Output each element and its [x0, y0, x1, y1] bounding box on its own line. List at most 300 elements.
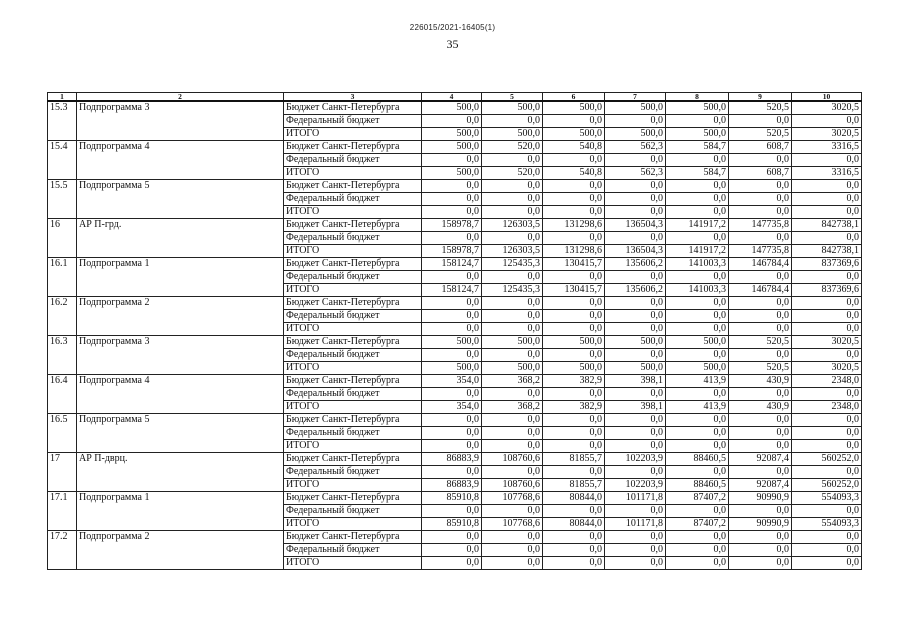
value-cell: 0,0 [666, 531, 729, 544]
value-cell: 0,0 [422, 557, 482, 570]
funding-source: Федеральный бюджет [284, 466, 422, 479]
value-cell: 2348,0 [792, 401, 862, 414]
row-code: 15.4 [48, 141, 77, 180]
value-cell: 135606,2 [605, 258, 666, 271]
value-cell: 0,0 [482, 427, 543, 440]
row-code: 16.1 [48, 258, 77, 297]
value-cell: 136504,3 [605, 219, 666, 232]
row-name: Подпрограмма 5 [77, 180, 284, 219]
header-cell: 1 [48, 93, 77, 102]
value-cell: 354,0 [422, 401, 482, 414]
value-cell: 500,0 [422, 336, 482, 349]
value-cell: 0,0 [482, 531, 543, 544]
row-code: 17.2 [48, 531, 77, 570]
value-cell: 3020,5 [792, 336, 862, 349]
funding-source: ИТОГО [284, 518, 422, 531]
funding-source: Федеральный бюджет [284, 232, 422, 245]
value-cell: 520,5 [729, 362, 792, 375]
value-cell: 0,0 [792, 180, 862, 193]
value-cell: 584,7 [666, 141, 729, 154]
value-cell: 0,0 [792, 310, 862, 323]
value-cell: 85910,8 [422, 492, 482, 505]
value-cell: 500,0 [543, 336, 605, 349]
value-cell: 0,0 [482, 323, 543, 336]
header-cell: 9 [729, 93, 792, 102]
value-cell: 135606,2 [605, 284, 666, 297]
value-cell: 102203,9 [605, 453, 666, 466]
row-name: Подпрограмма 2 [77, 297, 284, 336]
value-cell: 0,0 [422, 531, 482, 544]
value-cell: 125435,3 [482, 284, 543, 297]
value-cell: 0,0 [792, 427, 862, 440]
funding-source: Федеральный бюджет [284, 271, 422, 284]
funding-source: Бюджет Санкт-Петербурга [284, 180, 422, 193]
value-cell: 3020,5 [792, 362, 862, 375]
value-cell: 88460,5 [666, 453, 729, 466]
value-cell: 0,0 [666, 115, 729, 128]
value-cell: 0,0 [543, 557, 605, 570]
row-code: 17 [48, 453, 77, 492]
value-cell: 0,0 [605, 466, 666, 479]
value-cell: 0,0 [666, 154, 729, 167]
value-cell: 80844,0 [543, 518, 605, 531]
value-cell: 0,0 [729, 414, 792, 427]
value-cell: 500,0 [666, 362, 729, 375]
value-cell: 520,0 [482, 141, 543, 154]
value-cell: 0,0 [729, 115, 792, 128]
funding-source: Федеральный бюджет [284, 544, 422, 557]
value-cell: 0,0 [605, 544, 666, 557]
value-cell: 0,0 [792, 388, 862, 401]
value-cell: 0,0 [666, 310, 729, 323]
value-cell: 368,2 [482, 401, 543, 414]
value-cell: 368,2 [482, 375, 543, 388]
value-cell: 0,0 [543, 115, 605, 128]
value-cell: 0,0 [422, 349, 482, 362]
value-cell: 90990,9 [729, 492, 792, 505]
value-cell: 500,0 [605, 101, 666, 115]
value-cell: 0,0 [792, 232, 862, 245]
row-code: 16.3 [48, 336, 77, 375]
value-cell: 0,0 [422, 440, 482, 453]
header-cell: 4 [422, 93, 482, 102]
funding-source: Бюджет Санкт-Петербурга [284, 258, 422, 271]
value-cell: 520,5 [729, 336, 792, 349]
value-cell: 0,0 [792, 193, 862, 206]
funding-source: ИТОГО [284, 479, 422, 492]
value-cell: 0,0 [543, 206, 605, 219]
value-cell: 0,0 [605, 349, 666, 362]
value-cell: 92087,4 [729, 453, 792, 466]
value-cell: 608,7 [729, 167, 792, 180]
header-cell: 8 [666, 93, 729, 102]
value-cell: 0,0 [422, 544, 482, 557]
funding-source: Бюджет Санкт-Петербурга [284, 101, 422, 115]
value-cell: 0,0 [792, 297, 862, 310]
value-cell: 0,0 [543, 414, 605, 427]
value-cell: 0,0 [729, 440, 792, 453]
row-name: Подпрограмма 5 [77, 414, 284, 453]
value-cell: 0,0 [792, 440, 862, 453]
value-cell: 0,0 [605, 531, 666, 544]
value-cell: 0,0 [422, 414, 482, 427]
funding-source: Бюджет Санкт-Петербурга [284, 531, 422, 544]
value-cell: 0,0 [605, 232, 666, 245]
value-cell: 354,0 [422, 375, 482, 388]
value-cell: 0,0 [666, 323, 729, 336]
value-cell: 0,0 [666, 232, 729, 245]
funding-source: Федеральный бюджет [284, 310, 422, 323]
row-code: 15.5 [48, 180, 77, 219]
value-cell: 0,0 [666, 271, 729, 284]
funding-source: Федеральный бюджет [284, 505, 422, 518]
value-cell: 0,0 [482, 414, 543, 427]
value-cell: 382,9 [543, 401, 605, 414]
header-cell: 6 [543, 93, 605, 102]
funding-source: Бюджет Санкт-Петербурга [284, 297, 422, 310]
value-cell: 0,0 [482, 115, 543, 128]
value-cell: 0,0 [422, 115, 482, 128]
value-cell: 0,0 [792, 466, 862, 479]
value-cell: 0,0 [543, 531, 605, 544]
value-cell: 0,0 [729, 466, 792, 479]
row-code: 17.1 [48, 492, 77, 531]
table-row [48, 453, 862, 466]
table-row [48, 297, 862, 310]
value-cell: 0,0 [543, 388, 605, 401]
table-row [48, 258, 862, 271]
value-cell: 842738,1 [792, 219, 862, 232]
value-cell: 0,0 [666, 427, 729, 440]
value-cell: 0,0 [543, 232, 605, 245]
value-cell: 0,0 [482, 310, 543, 323]
value-cell: 3316,5 [792, 167, 862, 180]
value-cell: 0,0 [543, 440, 605, 453]
value-cell: 0,0 [729, 323, 792, 336]
value-cell: 0,0 [543, 505, 605, 518]
value-cell: 500,0 [482, 362, 543, 375]
header-row [48, 93, 862, 102]
value-cell: 500,0 [422, 362, 482, 375]
row-code: 16.4 [48, 375, 77, 414]
value-cell: 0,0 [666, 440, 729, 453]
value-cell: 158978,7 [422, 219, 482, 232]
funding-source: Бюджет Санкт-Петербурга [284, 492, 422, 505]
value-cell: 141917,2 [666, 245, 729, 258]
row-name: Подпрограмма 3 [77, 101, 284, 141]
value-cell: 0,0 [605, 557, 666, 570]
value-cell: 0,0 [605, 154, 666, 167]
value-cell: 0,0 [605, 323, 666, 336]
value-cell: 0,0 [666, 206, 729, 219]
value-cell: 430,9 [729, 401, 792, 414]
value-cell: 413,9 [666, 375, 729, 388]
table-row [48, 101, 862, 115]
row-name: АР П-дврц. [77, 453, 284, 492]
value-cell: 0,0 [605, 388, 666, 401]
funding-source: ИТОГО [284, 557, 422, 570]
value-cell: 0,0 [543, 544, 605, 557]
value-cell: 0,0 [729, 349, 792, 362]
funding-source: ИТОГО [284, 206, 422, 219]
value-cell: 87407,2 [666, 518, 729, 531]
value-cell: 0,0 [482, 271, 543, 284]
value-cell: 554093,3 [792, 492, 862, 505]
value-cell: 500,0 [422, 101, 482, 115]
value-cell: 0,0 [422, 310, 482, 323]
value-cell: 0,0 [482, 193, 543, 206]
value-cell: 0,0 [422, 323, 482, 336]
value-cell: 0,0 [422, 505, 482, 518]
value-cell: 0,0 [729, 193, 792, 206]
value-cell: 398,1 [605, 401, 666, 414]
value-cell: 500,0 [666, 336, 729, 349]
row-code: 16.5 [48, 414, 77, 453]
row-code: 16.2 [48, 297, 77, 336]
value-cell: 382,9 [543, 375, 605, 388]
value-cell: 520,5 [729, 101, 792, 115]
value-cell: 413,9 [666, 401, 729, 414]
value-cell: 81855,7 [543, 479, 605, 492]
value-cell: 0,0 [792, 349, 862, 362]
budget-table [47, 92, 862, 570]
value-cell: 125435,3 [482, 258, 543, 271]
value-cell: 520,5 [729, 128, 792, 141]
value-cell: 0,0 [543, 180, 605, 193]
value-cell: 86883,9 [422, 479, 482, 492]
value-cell: 0,0 [729, 427, 792, 440]
value-cell: 0,0 [605, 414, 666, 427]
value-cell: 0,0 [792, 557, 862, 570]
row-name: Подпрограмма 4 [77, 375, 284, 414]
value-cell: 0,0 [729, 557, 792, 570]
funding-source: Федеральный бюджет [284, 193, 422, 206]
value-cell: 500,0 [482, 128, 543, 141]
funding-source: Федеральный бюджет [284, 115, 422, 128]
value-cell: 0,0 [792, 154, 862, 167]
funding-source: ИТОГО [284, 128, 422, 141]
funding-source: ИТОГО [284, 401, 422, 414]
value-cell: 0,0 [666, 180, 729, 193]
table-row [48, 336, 862, 349]
value-cell: 398,1 [605, 375, 666, 388]
value-cell: 500,0 [482, 101, 543, 115]
value-cell: 560252,0 [792, 479, 862, 492]
value-cell: 500,0 [422, 167, 482, 180]
value-cell: 0,0 [792, 531, 862, 544]
value-cell: 101171,8 [605, 492, 666, 505]
value-cell: 540,8 [543, 167, 605, 180]
value-cell: 0,0 [422, 388, 482, 401]
header-cell: 7 [605, 93, 666, 102]
value-cell: 0,0 [605, 180, 666, 193]
value-cell: 500,0 [605, 336, 666, 349]
funding-source: Федеральный бюджет [284, 388, 422, 401]
value-cell: 0,0 [422, 180, 482, 193]
value-cell: 88460,5 [666, 479, 729, 492]
value-cell: 130415,7 [543, 284, 605, 297]
value-cell: 158978,7 [422, 245, 482, 258]
value-cell: 0,0 [543, 271, 605, 284]
value-cell: 0,0 [729, 271, 792, 284]
value-cell: 500,0 [666, 128, 729, 141]
value-cell: 0,0 [482, 206, 543, 219]
document-id: 226015/2021-16405(1) [409, 23, 496, 32]
funding-source: ИТОГО [284, 167, 422, 180]
value-cell: 584,7 [666, 167, 729, 180]
value-cell: 837369,6 [792, 258, 862, 271]
table-row [48, 414, 862, 427]
value-cell: 0,0 [605, 115, 666, 128]
value-cell: 554093,3 [792, 518, 862, 531]
value-cell: 85910,8 [422, 518, 482, 531]
value-cell: 0,0 [482, 466, 543, 479]
funding-source: Федеральный бюджет [284, 349, 422, 362]
value-cell: 500,0 [482, 336, 543, 349]
value-cell: 560252,0 [792, 453, 862, 466]
value-cell: 0,0 [605, 206, 666, 219]
value-cell: 0,0 [605, 297, 666, 310]
value-cell: 0,0 [666, 466, 729, 479]
value-cell: 0,0 [729, 154, 792, 167]
value-cell: 86883,9 [422, 453, 482, 466]
value-cell: 0,0 [729, 206, 792, 219]
funding-source: ИТОГО [284, 362, 422, 375]
value-cell: 0,0 [422, 297, 482, 310]
value-cell: 107768,6 [482, 492, 543, 505]
value-cell: 0,0 [543, 349, 605, 362]
value-cell: 131298,6 [543, 245, 605, 258]
value-cell: 130415,7 [543, 258, 605, 271]
value-cell: 500,0 [422, 128, 482, 141]
value-cell: 136504,3 [605, 245, 666, 258]
value-cell: 0,0 [605, 440, 666, 453]
value-cell: 0,0 [543, 193, 605, 206]
value-cell: 0,0 [792, 115, 862, 128]
table-row [48, 531, 862, 544]
value-cell: 0,0 [729, 531, 792, 544]
value-cell: 0,0 [482, 557, 543, 570]
value-cell: 500,0 [666, 101, 729, 115]
value-cell: 108760,6 [482, 453, 543, 466]
value-cell: 0,0 [482, 544, 543, 557]
value-cell: 0,0 [482, 349, 543, 362]
value-cell: 141917,2 [666, 219, 729, 232]
value-cell: 146784,4 [729, 258, 792, 271]
value-cell: 141003,3 [666, 258, 729, 271]
value-cell: 0,0 [422, 427, 482, 440]
value-cell: 126303,5 [482, 219, 543, 232]
value-cell: 0,0 [605, 505, 666, 518]
value-cell: 540,8 [543, 141, 605, 154]
row-code: 15.3 [48, 101, 77, 141]
value-cell: 0,0 [666, 544, 729, 557]
funding-source: ИТОГО [284, 284, 422, 297]
funding-source: Бюджет Санкт-Петербурга [284, 453, 422, 466]
value-cell: 0,0 [666, 349, 729, 362]
table-row [48, 141, 862, 154]
value-cell: 0,0 [422, 154, 482, 167]
value-cell: 562,3 [605, 141, 666, 154]
header-cell: 3 [284, 93, 422, 102]
value-cell: 0,0 [543, 297, 605, 310]
value-cell: 500,0 [543, 362, 605, 375]
value-cell: 3020,5 [792, 128, 862, 141]
value-cell: 0,0 [792, 271, 862, 284]
row-name: Подпрограмма 1 [77, 258, 284, 297]
value-cell: 0,0 [729, 388, 792, 401]
header-cell: 2 [77, 93, 284, 102]
value-cell: 0,0 [482, 505, 543, 518]
value-cell: 0,0 [543, 154, 605, 167]
value-cell: 0,0 [792, 414, 862, 427]
row-name: Подпрограмма 3 [77, 336, 284, 375]
value-cell: 0,0 [422, 193, 482, 206]
value-cell: 147735,8 [729, 245, 792, 258]
row-name: АР П-грд. [77, 219, 284, 258]
value-cell: 126303,5 [482, 245, 543, 258]
value-cell: 0,0 [792, 323, 862, 336]
row-code: 16 [48, 219, 77, 258]
value-cell: 0,0 [482, 154, 543, 167]
value-cell: 131298,6 [543, 219, 605, 232]
row-name: Подпрограмма 1 [77, 492, 284, 531]
value-cell: 0,0 [482, 232, 543, 245]
funding-source: Бюджет Санкт-Петербурга [284, 375, 422, 388]
table-row [48, 219, 862, 232]
value-cell: 0,0 [482, 440, 543, 453]
table-row [48, 375, 862, 388]
value-cell: 81855,7 [543, 453, 605, 466]
value-cell: 0,0 [729, 544, 792, 557]
page-number: 35 [446, 37, 459, 51]
value-cell: 0,0 [482, 180, 543, 193]
funding-source: Федеральный бюджет [284, 427, 422, 440]
value-cell: 102203,9 [605, 479, 666, 492]
value-cell: 0,0 [482, 297, 543, 310]
value-cell: 500,0 [422, 141, 482, 154]
value-cell: 500,0 [605, 362, 666, 375]
value-cell: 107768,6 [482, 518, 543, 531]
funding-source: Бюджет Санкт-Петербурга [284, 219, 422, 232]
value-cell: 146784,4 [729, 284, 792, 297]
table-row [48, 492, 862, 505]
value-cell: 3020,5 [792, 101, 862, 115]
value-cell: 500,0 [543, 101, 605, 115]
value-cell: 0,0 [605, 310, 666, 323]
value-cell: 0,0 [422, 206, 482, 219]
value-cell: 108760,6 [482, 479, 543, 492]
value-cell: 0,0 [543, 323, 605, 336]
value-cell: 0,0 [605, 193, 666, 206]
funding-source: Бюджет Санкт-Петербурга [284, 336, 422, 349]
value-cell: 158124,7 [422, 258, 482, 271]
table-row [48, 180, 862, 193]
value-cell: 608,7 [729, 141, 792, 154]
value-cell: 158124,7 [422, 284, 482, 297]
value-cell: 0,0 [543, 427, 605, 440]
value-cell: 500,0 [605, 128, 666, 141]
row-name: Подпрограмма 2 [77, 531, 284, 570]
value-cell: 101171,8 [605, 518, 666, 531]
value-cell: 0,0 [666, 557, 729, 570]
value-cell: 0,0 [792, 505, 862, 518]
value-cell: 80844,0 [543, 492, 605, 505]
row-name: Подпрограмма 4 [77, 141, 284, 180]
value-cell: 562,3 [605, 167, 666, 180]
value-cell: 147735,8 [729, 219, 792, 232]
value-cell: 0,0 [792, 544, 862, 557]
